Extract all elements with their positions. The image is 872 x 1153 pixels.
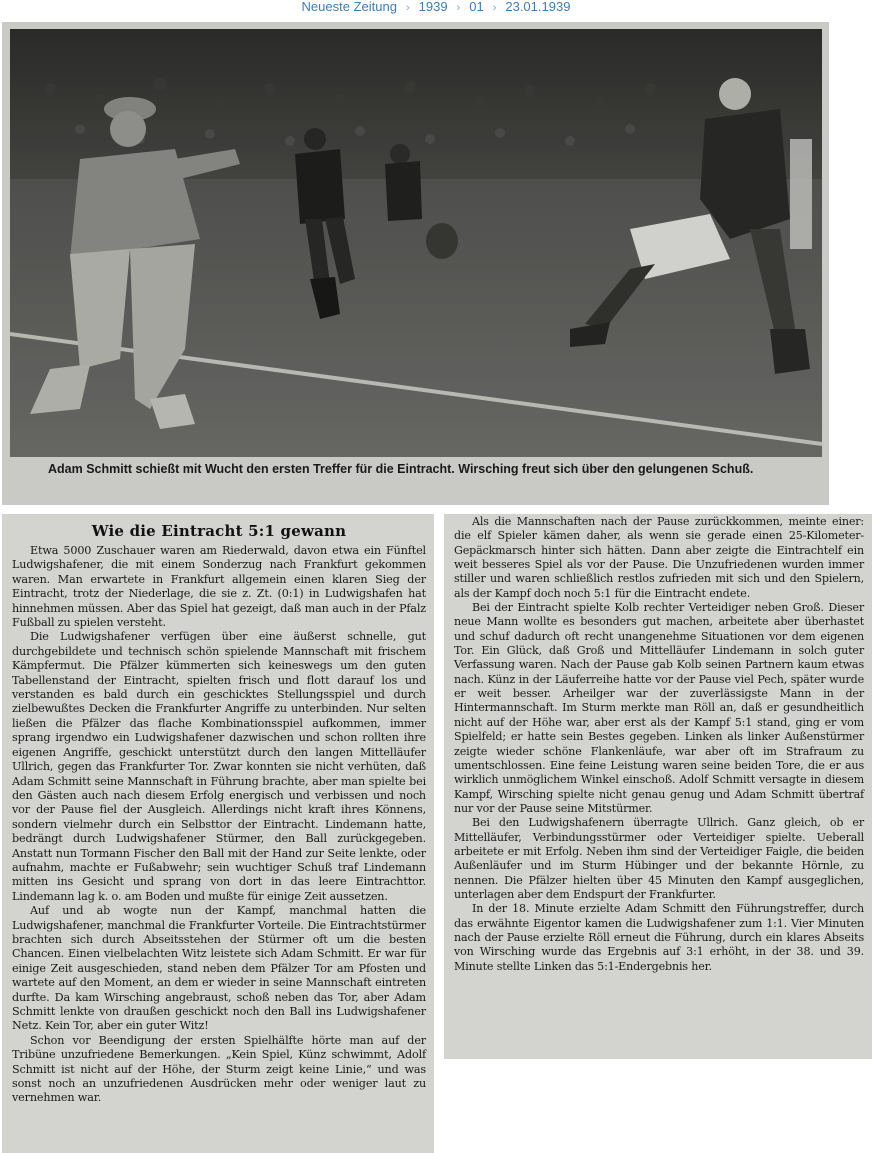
- match-photo-image: [10, 29, 822, 457]
- breadcrumb: [0, 0, 872, 16]
- article-paragraph: Etwa 5000 Zuschauer waren am Riederwald, davon etwa ein Fünftel Ludwigshafener, die mit einem Sonderzug nach Frankfurt gekommen waren. Man erwartete in Frankfurt allgemein einen klaren Sieg der Eintracht, trotz der Niederlage, die sie z. Zt. (0:1) in Ludwigshafen hat hinnehmen müssen. Aber das Spiel hat gezeigt, daß man auch in der Pfalz Fußball zu spielen versteht.: [12, 544, 426, 630]
- breadcrumb-link-date[interactable]: 23.01.1939: [505, 0, 571, 14]
- article-clipping-left: [2, 514, 434, 1153]
- photo-caption: Adam Schmitt schießt mit Wucht den ersten Treffer für die Eintracht. Wirsching freut sich über den gelungenen Schuß.: [48, 462, 754, 476]
- breadcrumb-separator: ›: [492, 2, 497, 14]
- article-paragraph: Auf und ab wogte nun der Kampf, manchmal hatten die Ludwigshafener, manchmal die Frankfurter Vorteile. Die Eintrachtstürmer brachten sich durch Abseitsstehen der Stürmer oft um die besten Chancen. Einen vielbelachten Witz leistete sich Adam Schmitt. Er war für einige Zeit ausgeschieden, stand neben dem Pfälzer Tor am Pfosten und wartete auf den Moment, an dem er wieder in seine Mannschaft eintreten durfte. Da kam Wirsching angebraust, schoß neben das Tor, aber Adam Schmitt lenkte von draußen geschickt noch den Ball ins Ludwigshafener Netz. Kein Tor, aber ein guter Witz!: [12, 904, 426, 1033]
- breadcrumb-separator: ›: [456, 2, 461, 14]
- article-title: Wie die Eintracht 5:1 gewann: [91, 522, 347, 540]
- breadcrumb-separator: ›: [405, 2, 410, 14]
- breadcrumb-link-month[interactable]: 01: [469, 0, 484, 14]
- article-paragraph: In der 18. Minute erzielte Adam Schmitt den Führungstreffer, durch das erwähnte Eigentor kamen die Ludwigshafener zum 1:1. Vier Minuten nach der Pause erzielte Röll erneut die Führung, durch ein klares Abseits von Wirsching wurde das Ergebnis auf 3:1 erhöht, in der 38. und 39. Minute stellte Linken das 5:1-Endergebnis her.: [454, 902, 864, 973]
- article-paragraph: Bei der Eintracht spielte Kolb rechter Verteidiger neben Groß. Dieser neue Mann wollte es besonders gut machen, arbeitete aber überhastet und schuf dadurch oft recht unangenehme Situationen vor dem eigenen Tor. Ein Glück, daß Groß und Mittelläufer Lindemann in solch guter Verfassung waren. Nach der Pause gab Kolb seinen Partnern kaum etwas nach. Künz in der Läuferreihe hatte vor der Pause viel Pech, später wurde er weit besser. Arheilger war der zuverlässigste Mann in der Hintermannschaft. Im Sturm merkte man Röll an, daß er gesundheitlich nicht auf der Höhe war, aber erst als der Kampf 5:1 stand, ging er vom Spielfeld; er hatte sein Bestes gegeben. Linken als linker Außenstürmer zeigte wieder schöne Flankenläufe, war aber oft im Strafraum zu umentschlossen. Eine feine Leistung waren seine beiden Tore, die er aus wirklich unmöglichem Winkel einschoß. Adolf Schmitt versagte in diesem Kampf, Wirsching spielte nicht genau genug und Adam Schmitt übertraf nur vor der Pause seine Mitstürmer.: [454, 601, 864, 815]
- article-paragraph: Als die Mannschaften nach der Pause zurückkommen, meinte einer: die elf Spieler kämen daher, als wenn sie gerade einen 25-Kilometer-Gepäckmarsch hinter sich hätten. Dann aber zeigte die Eintrachtelf ein weit besseres Spiel als vor der Pause. Die Unzufriedenen wurden immer stiller und waren schließlich restlos zufrieden mit sich und den Spielern, als der Kampf doch noch 5:1 für die Eintracht endete.: [454, 515, 864, 600]
- match-photo: [10, 29, 822, 457]
- article-paragraph: Bei den Ludwigshafenern überragte Ullrich. Ganz gleich, ob er Mittelläufer, Verbindungsstürmer oder Verteidiger spielte. Ueberall arbeitete er mit Erfolg. Neben ihm sind der Verteidiger Faigle, die beiden Außenläufer und im Sturm Hübinger und der bekannte Hörnle, zu nennen. Die Pfälzer hielten über 45 Minuten den Kampf ausgeglichen, unterlagen aber dem Endspurt der Frankfurter.: [454, 816, 864, 901]
- article-clipping-right: [444, 514, 872, 1059]
- photo-clipping: [2, 22, 829, 505]
- article-paragraph: Schon vor Beendigung der ersten Spielhälfte hörte man auf der Tribüne unzufriedene Bemerkungen. „Kein Spiel, Künz schwimmt, Adolf Schmitt ist nicht auf der Höhe, der Sturm zeigt keine Linie,“ und was sonst noch an unzufriedenen Ausdrücken mehr oder weniger laut zu vernehmen war.: [12, 1033, 426, 1105]
- article-paragraph: Die Ludwigshafener verfügen über eine äußerst schnelle, gut durchgebildete und technisch schön spielende Mannschaft mit frischem Kämpfermut. Die Pfälzer kümmerten sich keineswegs um den guten Tabellenstand der Eintracht, spielten frisch und flott darauf los und verstanden es bald durch ein geschicktes Stellungsspiel und durch zielbewußtes Decken die Frankfurter Angriffe zu unterbinden. Nur selten ließen die Pfälzer das flache Kombinationsspiel aufkommen, immer sprang irgendwo ein Ludwigshafener dazwischen und schon rollten ihre eigenen Angriffe, geschickt unterstützt durch den langen Mittelläufer Ullrich, gegen das Frankfurter Tor. Zwar konnten sie nicht verhüten, daß Adam Schmitt seine Mannschaft in Führung brachte, aber man spielte bei den Gästen auch nach diesem Erfolg energisch und verbissen und noch vor der Pause fiel der Ausgleich. Allerdings nicht kraft ihres Könnens, sondern vielmehr durch ein Selbsttor der Eintracht. Lindemann hatte, bedrängt durch Ludwigshafener Stürmer, den Ball zurückgegeben. Anstatt nun Tormann Fischer den Ball mit der Hand zur Seite lenkte, oder aufnahm, machte er Fußabwehr; sein wuchtiger Schuß traf Lindemann mitten ins Gesicht und sprang von dort in das leere Eintrachttor. Lindemann lag k. o. am Boden und mußte für einige Zeit aussetzen.: [12, 630, 426, 903]
- breadcrumb-link-year[interactable]: 1939: [418, 0, 448, 14]
- breadcrumb-link-newspaper[interactable]: Neueste Zeitung: [301, 0, 397, 14]
